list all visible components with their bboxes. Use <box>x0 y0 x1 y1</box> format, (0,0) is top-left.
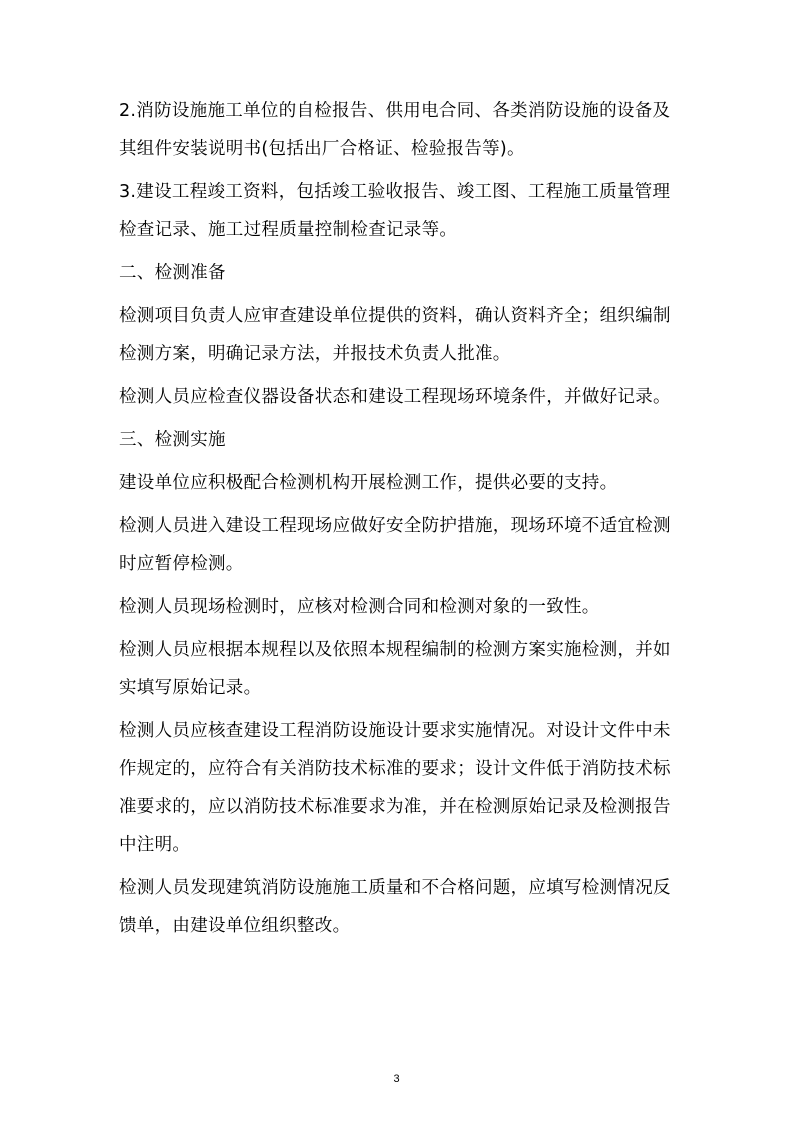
section-heading-preparation: 二、检测准备 <box>119 263 226 283</box>
paragraph-safety: 检测人员进入建设工程现场应做好安全防护措施，现场环境不适宜检测时应暂停检测。 <box>119 516 671 574</box>
paragraph-cooperation: 建设单位应积极配合检测机构开展检测工作，提供必要的支持。 <box>119 473 618 493</box>
paragraph-check-equipment: 检测人员应检查仪器设备状态和建设工程现场环境条件，并做好记录。 <box>119 387 671 407</box>
paragraph-consistency: 检测人员现场检测时，应核对检测合同和检测对象的一致性。 <box>119 597 600 617</box>
page-number: 3 <box>393 1073 400 1085</box>
document-body <box>119 92 679 945</box>
paragraph-rectification: 检测人员发现建筑消防设施施工质量和不合格问题，应填写检测情况反馈单，由建设单位组织整改。 <box>119 878 671 936</box>
paragraph-review-materials: 检测项目负责人应审查建设单位提供的资料，确认资料齐全；组织编制检测方案，明确记录方法，并报技术负责人批准。 <box>119 306 671 364</box>
paragraph-item-2-materials: 2.消防设施施工单位的自检报告、供用电合同、各类消防设施的设备及其组件安装说明书(包括出厂合格证、检验报告等)。 <box>119 101 671 159</box>
paragraph-item-3-completion-docs: 3.建设工程竣工资料，包括竣工验收报告、竣工图、工程施工质量管理检查记录、施工过程质量控制检查记录等。 <box>119 182 671 240</box>
paragraph-design-requirements: 检测人员应核查建设工程消防设施设计要求实施情况。对设计文件中未作规定的，应符合有关消防技术标准的要求；设计文件低于消防技术标准要求的，应以消防技术标准要求为准，并在检测原始记录及检测报告中注明。 <box>119 721 671 855</box>
paragraph-procedure: 检测人员应根据本规程以及依照本规程编制的检测方案实施检测，并如实填写原始记录。 <box>119 640 671 698</box>
section-heading-implementation: 三、检测实施 <box>119 430 226 450</box>
